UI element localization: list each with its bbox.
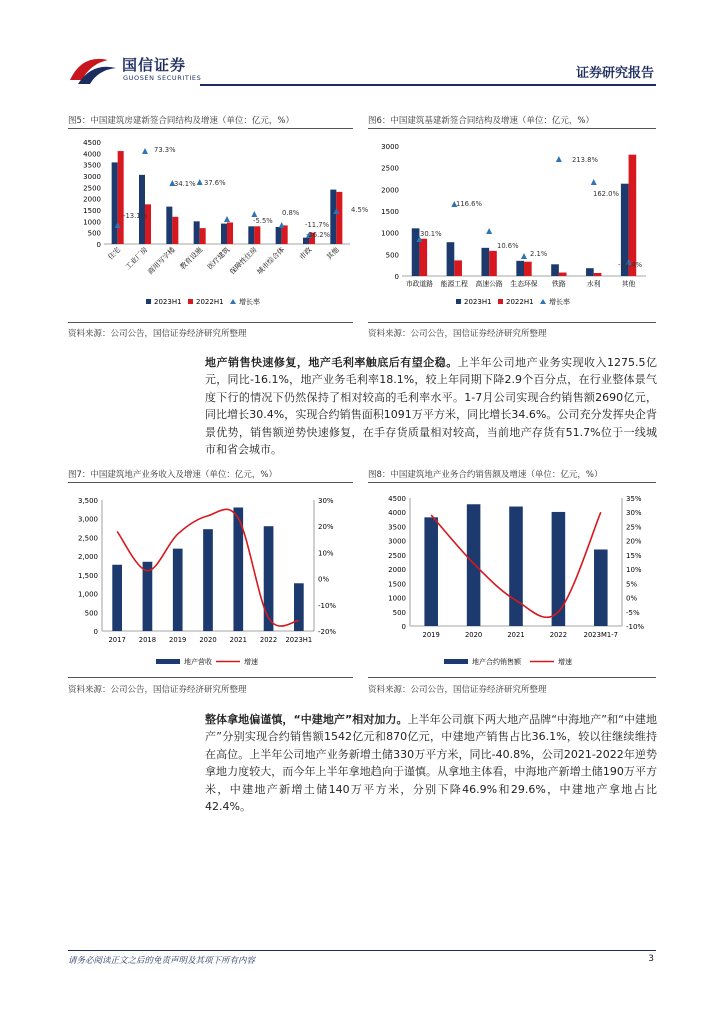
paragraph-land-acquisition	[205, 711, 657, 815]
x-tick-label: 能源工程	[440, 280, 468, 288]
bar-value	[294, 583, 304, 631]
fig8-source: 资料来源：公司公告，国信证券经济研究所整理	[368, 685, 547, 695]
bar-value	[467, 504, 481, 626]
legend-label: 地产合约销售额	[472, 658, 521, 666]
growth-data-label: 116.6%	[456, 200, 482, 208]
legend-label: 增长率	[549, 298, 570, 306]
growth-data-label: -11.7%	[305, 221, 330, 229]
y2-tick-label: 15%	[626, 551, 642, 560]
x-tick-label: 市政道路	[405, 280, 434, 288]
legend-marker-growth	[540, 299, 546, 304]
y-tick-label: 1500	[381, 208, 399, 216]
growth-data-label: -13.1%	[123, 212, 148, 220]
legend-swatch-2022h1	[188, 299, 193, 304]
bar-2023h1	[586, 268, 594, 276]
growth-data-label: 2.1%	[530, 250, 548, 258]
fig5-title-rule	[68, 128, 353, 129]
bar-2023h1	[551, 264, 559, 276]
y-tick-label: 4000	[388, 509, 406, 518]
bar-2022h1	[254, 226, 260, 244]
y-tick-label: 0	[394, 273, 399, 281]
x-tick-label: 水利	[586, 280, 601, 288]
footer-rule	[68, 950, 656, 951]
bar-value	[594, 549, 608, 626]
fig7-title: 图7：中国建筑地产业务收入及增速（单位：亿元，%）	[68, 470, 277, 480]
y2-tick-label: 10%	[626, 566, 642, 575]
header-divider	[200, 84, 656, 86]
logo-en-text: GUOSEN SECURITIES	[123, 74, 202, 82]
fig6-title: 图6：中国建筑基建新签合同结构及增速（单位：亿元，%）	[368, 116, 594, 126]
x-tick-label: 工业厂房	[123, 245, 150, 272]
y2-tick-label: 25%	[626, 523, 642, 532]
growth-data-label: 4.5%	[351, 206, 369, 214]
bar-value	[552, 512, 566, 626]
y-tick-label: 1000	[381, 229, 399, 238]
x-tick-label: 其他	[621, 280, 636, 288]
legend-label: 2022H1	[196, 298, 224, 306]
bar-2022h1	[172, 217, 178, 244]
y-tick-label: 3000	[83, 173, 101, 181]
legend-label: 2022H1	[506, 298, 534, 306]
y-tick-label: 4500	[388, 495, 406, 503]
y2-tick-label: -10%	[626, 623, 645, 631]
bar-2022h1	[489, 251, 497, 276]
bar-2023h1	[330, 190, 336, 244]
y-tick-label: 1,000	[77, 590, 98, 599]
y2-tick-label: 30%	[626, 509, 642, 518]
bar-2022h1	[594, 273, 602, 276]
bar-2023h1	[516, 261, 524, 276]
legend-label: 增速	[244, 658, 258, 666]
y2-tick-label: 5%	[626, 580, 638, 589]
fig8-title: 图8：中国建筑地产业务合约销售额及增速（单位：亿元，%）	[368, 470, 603, 480]
legend-label: 2023H1	[464, 298, 492, 306]
legend-swatch-2022h1	[498, 299, 503, 304]
bar-value	[203, 529, 213, 631]
growth-data-label: 0.8%	[282, 209, 300, 217]
fig5-title: 图5：中国建筑房建新签合同结构及增速（单位：亿元，%）	[68, 116, 294, 126]
bar-2023h1	[194, 221, 200, 244]
x-tick-label: 铁路	[552, 280, 566, 288]
bar-value	[509, 507, 523, 626]
logo-cn-text: 国信证券	[122, 56, 187, 74]
y-tick-label: 3500	[83, 161, 101, 170]
growth-marker	[279, 222, 285, 228]
y-tick-label: 3,000	[77, 515, 98, 524]
growth-marker	[224, 216, 230, 222]
x-tick-label: 教育设施	[178, 245, 205, 272]
legend-label: 地产营收	[184, 658, 212, 666]
y2-tick-label: 20%	[318, 523, 334, 532]
x-tick-label: 2018	[138, 636, 157, 644]
fig6-bottom-rule	[368, 322, 656, 323]
x-tick-label: 保障性住房	[228, 245, 259, 277]
x-tick-label: 2020	[199, 636, 217, 644]
bar-2023h1	[248, 226, 254, 244]
legend-marker-growth	[230, 299, 236, 304]
x-tick-label: 高速公路	[475, 280, 503, 288]
page-number: 3	[648, 954, 654, 964]
bar-value	[173, 549, 183, 631]
x-tick-label: 2022	[259, 636, 278, 644]
x-tick-label: 2017	[108, 636, 126, 644]
growth-data-label: 213.8%	[572, 156, 598, 164]
growth-data-label: 10.6%	[497, 242, 519, 250]
legend-swatch-bar	[156, 659, 180, 664]
x-tick-label: 其他	[325, 245, 341, 262]
y-tick-label: 2500	[381, 164, 399, 173]
bar-2023h1	[481, 248, 489, 276]
y-tick-label: 1000	[83, 218, 101, 227]
y2-tick-label: 0%	[626, 594, 638, 603]
paragraph-real-estate-sales	[205, 354, 657, 458]
bar-2023h1	[276, 227, 282, 244]
y-tick-label: 3,500	[77, 497, 98, 505]
y2-tick-label: 20%	[626, 537, 642, 546]
bar-2022h1	[524, 262, 532, 276]
growth-data-label: 37.6%	[204, 179, 226, 187]
x-tick-label: 2021	[229, 636, 247, 644]
y-tick-label: 2000	[381, 186, 399, 195]
bar-2022h1	[145, 204, 151, 244]
company-logo	[68, 50, 118, 88]
x-tick-label: 2023H1	[285, 636, 313, 644]
bar-2022h1	[559, 273, 567, 276]
legend-swatch-bar	[444, 659, 468, 664]
y-tick-label: 3000	[388, 537, 406, 546]
growth-marker	[142, 148, 148, 154]
fig8-title-rule	[368, 482, 656, 483]
fig5-bottom-rule	[68, 322, 353, 323]
fig6-title-rule	[368, 128, 656, 129]
growth-marker	[197, 179, 203, 185]
growth-marker	[521, 253, 527, 259]
bar-2022h1	[118, 151, 124, 244]
bar-value	[264, 526, 274, 631]
x-tick-label: 2022	[549, 631, 568, 639]
bar-value	[143, 562, 153, 631]
bar-value	[112, 565, 122, 631]
y-tick-label: 0	[96, 241, 101, 249]
x-tick-label: 生态环保	[510, 280, 538, 288]
growth-data-label: -23.4%	[618, 261, 643, 269]
bar-2023h1	[221, 224, 227, 244]
growth-marker	[591, 179, 597, 185]
fig6-source: 资料来源：公司公告，国信证券经济研究所整理	[368, 329, 547, 339]
x-tick-label: 2019	[169, 636, 187, 644]
growth-data-label: 73.3%	[154, 146, 176, 154]
fig7-title-rule	[68, 482, 353, 483]
y-tick-label: 2,000	[77, 553, 98, 562]
y2-tick-label: 0%	[318, 575, 330, 584]
y2-tick-label: 30%	[318, 497, 334, 505]
x-tick-label: 2019	[422, 631, 440, 639]
bar-value	[424, 517, 438, 626]
y-tick-label: 2,500	[77, 534, 98, 543]
x-tick-label: 2023M1-7	[583, 631, 618, 639]
bar-2023h1	[412, 228, 420, 276]
y2-tick-label: 35%	[626, 495, 642, 503]
y-tick-label: 2000	[83, 195, 101, 204]
y-tick-label: 4500	[83, 139, 101, 147]
bar-2023h1	[139, 175, 145, 244]
y2-tick-label: -5%	[626, 608, 640, 617]
fig6-chart	[368, 132, 658, 316]
y-tick-label: 4000	[83, 150, 101, 159]
bar-2023h1	[112, 162, 118, 244]
y-tick-label: 2500	[388, 551, 406, 560]
footer-disclaimer: 请务必阅读正文之后的免责声明及其项下所有内容	[68, 956, 256, 966]
y-tick-label: 1000	[388, 594, 406, 603]
bar-2022h1	[419, 239, 427, 276]
report-type: 证券研究报告	[575, 66, 654, 81]
y-tick-label: 0	[401, 623, 406, 631]
growth-data-label: -5.5%	[253, 217, 273, 225]
x-tick-label: 住宅	[106, 245, 123, 262]
legend-label: 增速	[558, 658, 572, 666]
y-tick-label: 500	[84, 609, 98, 618]
y-tick-label: 500	[392, 608, 406, 617]
fig8-chart	[368, 488, 658, 668]
legend-swatch-2023h1	[456, 299, 461, 304]
fig5-chart	[68, 132, 369, 316]
fig7-bottom-rule	[68, 677, 353, 678]
legend-swatch-2023h1	[146, 299, 151, 304]
x-tick-label: 医疗建筑	[205, 245, 232, 272]
y-tick-label: 3500	[388, 523, 406, 532]
para1-body: 上半年公司地产业务实现收入1275.5亿元，同比-16.1%，地产业务毛利率18.1%，较上年同期下降2.9个百分点，在行业整体景气度下行的情况下仍然保持了相对较高的毛利率水平。1-7月公司实现合约销售额2690亿元，同比增长30.4%，实现合约销售面积1091万平方米，同比增长34.6%。公司充分发挥央企背景优势，销售额逆势快速修复，在手存货质量相对较高，当前地产存货有51.7%位于一线城市和省会城市。	[205, 356, 657, 457]
bar-2023h1	[447, 242, 455, 276]
y-tick-label: 3000	[381, 143, 399, 151]
para1-lead: 地产销售快速修复，地产毛利率触底后有望企稳。	[205, 356, 458, 369]
growth-data-label: 30.1%	[420, 230, 442, 238]
growth-data-label: 162.0%	[593, 190, 619, 198]
growth-data-label: -26.2%	[306, 231, 331, 239]
fig7-chart	[68, 488, 358, 668]
bar-2023h1	[166, 207, 172, 244]
legend-label: 增长率	[239, 298, 260, 306]
x-tick-label: 市政	[297, 245, 314, 262]
bar-2022h1	[282, 225, 288, 244]
y-tick-label: 500	[87, 229, 101, 238]
y2-tick-label: -20%	[318, 628, 337, 636]
fig7-source: 资料来源：公司公告，国信证券经济研究所整理	[68, 685, 247, 695]
y-tick-label: 2000	[388, 566, 406, 575]
y2-tick-label: -10%	[318, 601, 337, 610]
para2-body: 上半年公司旗下两大地产品牌“中海地产”和“中建地产”分别实现合约销售额1542亿元和870亿元，中建地产销售占比36.1%，较以往继续维持在高位。上半年公司地产业务新增土储330万平方米，同比-40.8%，公司2021-2022年逆势拿地力度较大，而今年上半年拿地趋向于谨慎。从拿地主体看，中海地产新增土储190万平方米，中建地产新增土储140万平方米，分别下降46.9%和29.6%，中建地产拿地占比42.4%。	[205, 713, 657, 814]
x-tick-label: 2020	[464, 631, 483, 639]
x-tick-label: 城市综合体	[255, 245, 287, 277]
growth-marker	[486, 228, 492, 234]
fig5-source: 资料来源：公司公告，国信证券经济研究所整理	[68, 329, 247, 339]
growth-data-label: 34.1%	[174, 180, 196, 188]
growth-marker	[556, 156, 562, 162]
legend-label: 2023H1	[154, 298, 182, 306]
bar-2022h1	[336, 192, 342, 244]
y-tick-label: 1500	[388, 580, 406, 589]
bar-2022h1	[200, 228, 206, 244]
bar-2022h1	[629, 155, 637, 276]
y-tick-label: 1500	[83, 207, 101, 215]
y-tick-label: 2500	[83, 184, 101, 193]
y-tick-label: 500	[385, 251, 399, 260]
y-tick-label: 1,500	[77, 571, 98, 580]
y2-tick-label: 10%	[318, 549, 334, 558]
guosen-logo-icon	[68, 50, 118, 88]
x-tick-label: 商用写字楼	[146, 245, 177, 277]
x-tick-label: 2021	[507, 631, 525, 639]
bar-2022h1	[227, 222, 233, 244]
fig8-bottom-rule	[368, 677, 656, 678]
y-tick-label: 0	[93, 628, 98, 636]
bar-2022h1	[454, 260, 462, 276]
para2-lead: 整体拿地偏谨慎，“中建地产”相对加力。	[205, 713, 408, 726]
